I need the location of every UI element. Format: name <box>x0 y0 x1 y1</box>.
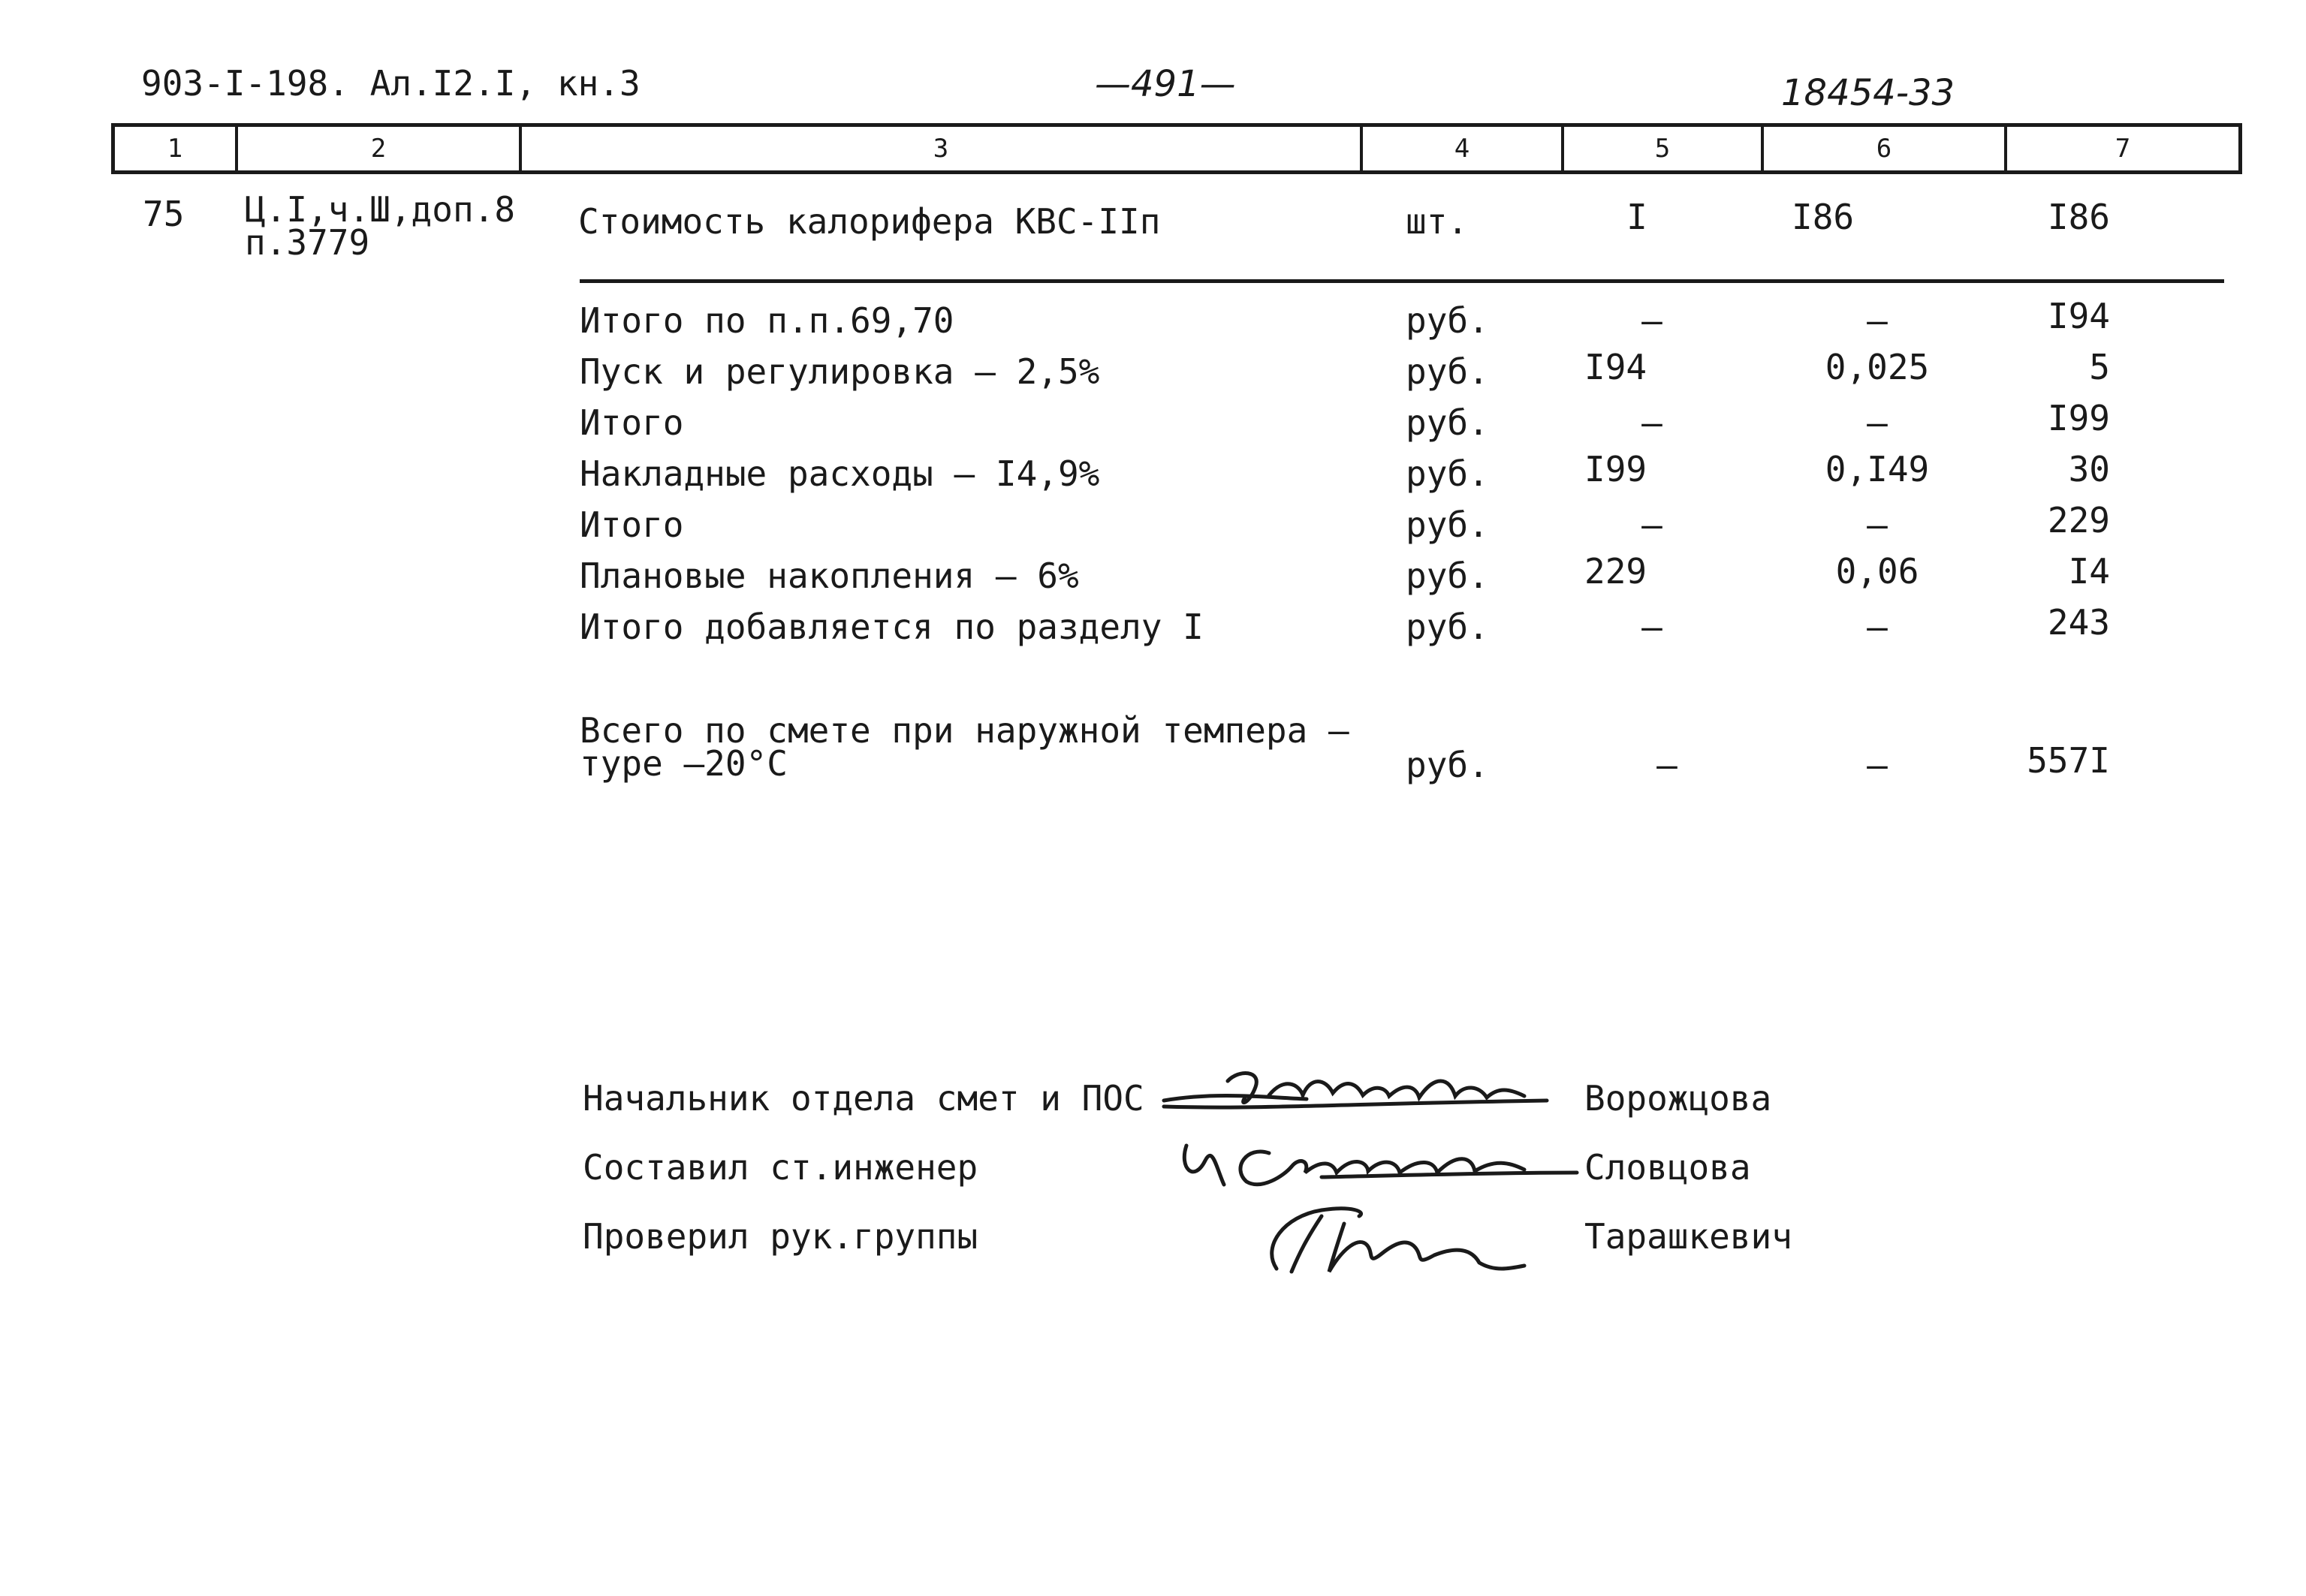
row-description: Итого <box>580 504 684 545</box>
row-rate: – <box>1867 300 1888 341</box>
row-description: Накладные расходы – I4,9% <box>580 453 1100 494</box>
document-code: 903-I-198. Ал.I2.I, кн.3 <box>141 63 641 104</box>
grand-total-description-line1: Всего по смете при наружной темпера – <box>580 710 1349 751</box>
row-description: Итого <box>580 402 684 443</box>
col-header-2: 2 <box>370 134 387 164</box>
row-base: – <box>1641 504 1662 545</box>
row-description: Пуск и регулировка – 2,5% <box>580 351 1100 392</box>
separator-line <box>580 279 2224 283</box>
row-rate: 0,06 <box>1835 551 1919 592</box>
col-header-3: 3 <box>933 134 949 164</box>
row-base: 229 <box>1584 551 1647 592</box>
row-total: 30 <box>2068 449 2110 489</box>
grand-total-value: 557I <box>2027 740 2110 781</box>
row-unit: руб. <box>1406 402 1489 443</box>
grand-total-unit: руб. <box>1406 745 1489 785</box>
row-rate: 0,I49 <box>1825 449 1930 489</box>
row-total: 229 <box>2047 500 2110 541</box>
row-unit: руб. <box>1406 607 1489 647</box>
signer-name: Тарашкевич <box>1584 1216 1792 1257</box>
item-qty: I <box>1626 197 1647 237</box>
row-base: I99 <box>1584 449 1647 489</box>
row-total: 243 <box>2047 602 2110 643</box>
signer-role: Составил ст.инженер <box>583 1147 978 1188</box>
signer-role: Проверил рук.группы <box>583 1216 978 1257</box>
signer-name: Ворожцова <box>1584 1078 1772 1119</box>
grand-total-description-line2: туре –20°С <box>580 743 788 784</box>
signer-name: Словцова <box>1584 1147 1751 1188</box>
item-reference-line1: Ц.I,ч.Ш,доп.8 <box>245 189 516 230</box>
col-header-1: 1 <box>167 134 183 164</box>
sheet-id: 18454-33 <box>1781 72 1955 114</box>
row-base: – <box>1641 402 1662 443</box>
column-number-header <box>111 123 2242 174</box>
row-rate: – <box>1867 607 1888 647</box>
row-total: I99 <box>2047 398 2110 438</box>
row-description: Плановые накопления – 6% <box>580 556 1079 596</box>
row-rate: – <box>1867 402 1888 443</box>
col-header-4: 4 <box>1454 134 1470 164</box>
handwritten-signature <box>1254 1194 1539 1284</box>
row-unit: руб. <box>1406 351 1489 392</box>
row-total: 5 <box>2089 347 2110 387</box>
row-rate: – <box>1867 504 1888 545</box>
row-unit: руб. <box>1406 453 1489 494</box>
row-unit: руб. <box>1406 504 1489 545</box>
row-base: I94 <box>1584 347 1647 387</box>
item-price: I86 <box>1792 197 1855 237</box>
row-unit: руб. <box>1406 556 1489 596</box>
row-base: – <box>1641 300 1662 341</box>
col-header-7: 7 <box>2115 134 2131 164</box>
signer-role: Начальник отдела смет и ПОС <box>583 1078 1144 1119</box>
row-total: I4 <box>2068 551 2110 592</box>
row-unit: руб. <box>1406 300 1489 341</box>
grand-total-rate: – <box>1867 745 1888 785</box>
grand-total-base: – <box>1656 745 1678 785</box>
row-description: Итого добавляется по разделу I <box>580 607 1204 647</box>
item-unit: шт. <box>1406 201 1469 242</box>
item-description: Стоимость калорифера КВС-IIп <box>578 201 1161 242</box>
handwritten-signature <box>1156 1054 1577 1129</box>
item-total: I86 <box>2047 197 2110 237</box>
col-header-6: 6 <box>1876 134 1892 164</box>
row-base: – <box>1641 607 1662 647</box>
row-description: Итого по п.п.69,70 <box>580 300 954 341</box>
item-number: 75 <box>143 194 185 234</box>
row-rate: 0,025 <box>1825 347 1930 387</box>
page-number: —491— <box>1095 63 1236 105</box>
item-reference-line2: п.3779 <box>245 222 370 263</box>
row-total: I94 <box>2047 296 2110 336</box>
col-header-5: 5 <box>1654 134 1671 164</box>
